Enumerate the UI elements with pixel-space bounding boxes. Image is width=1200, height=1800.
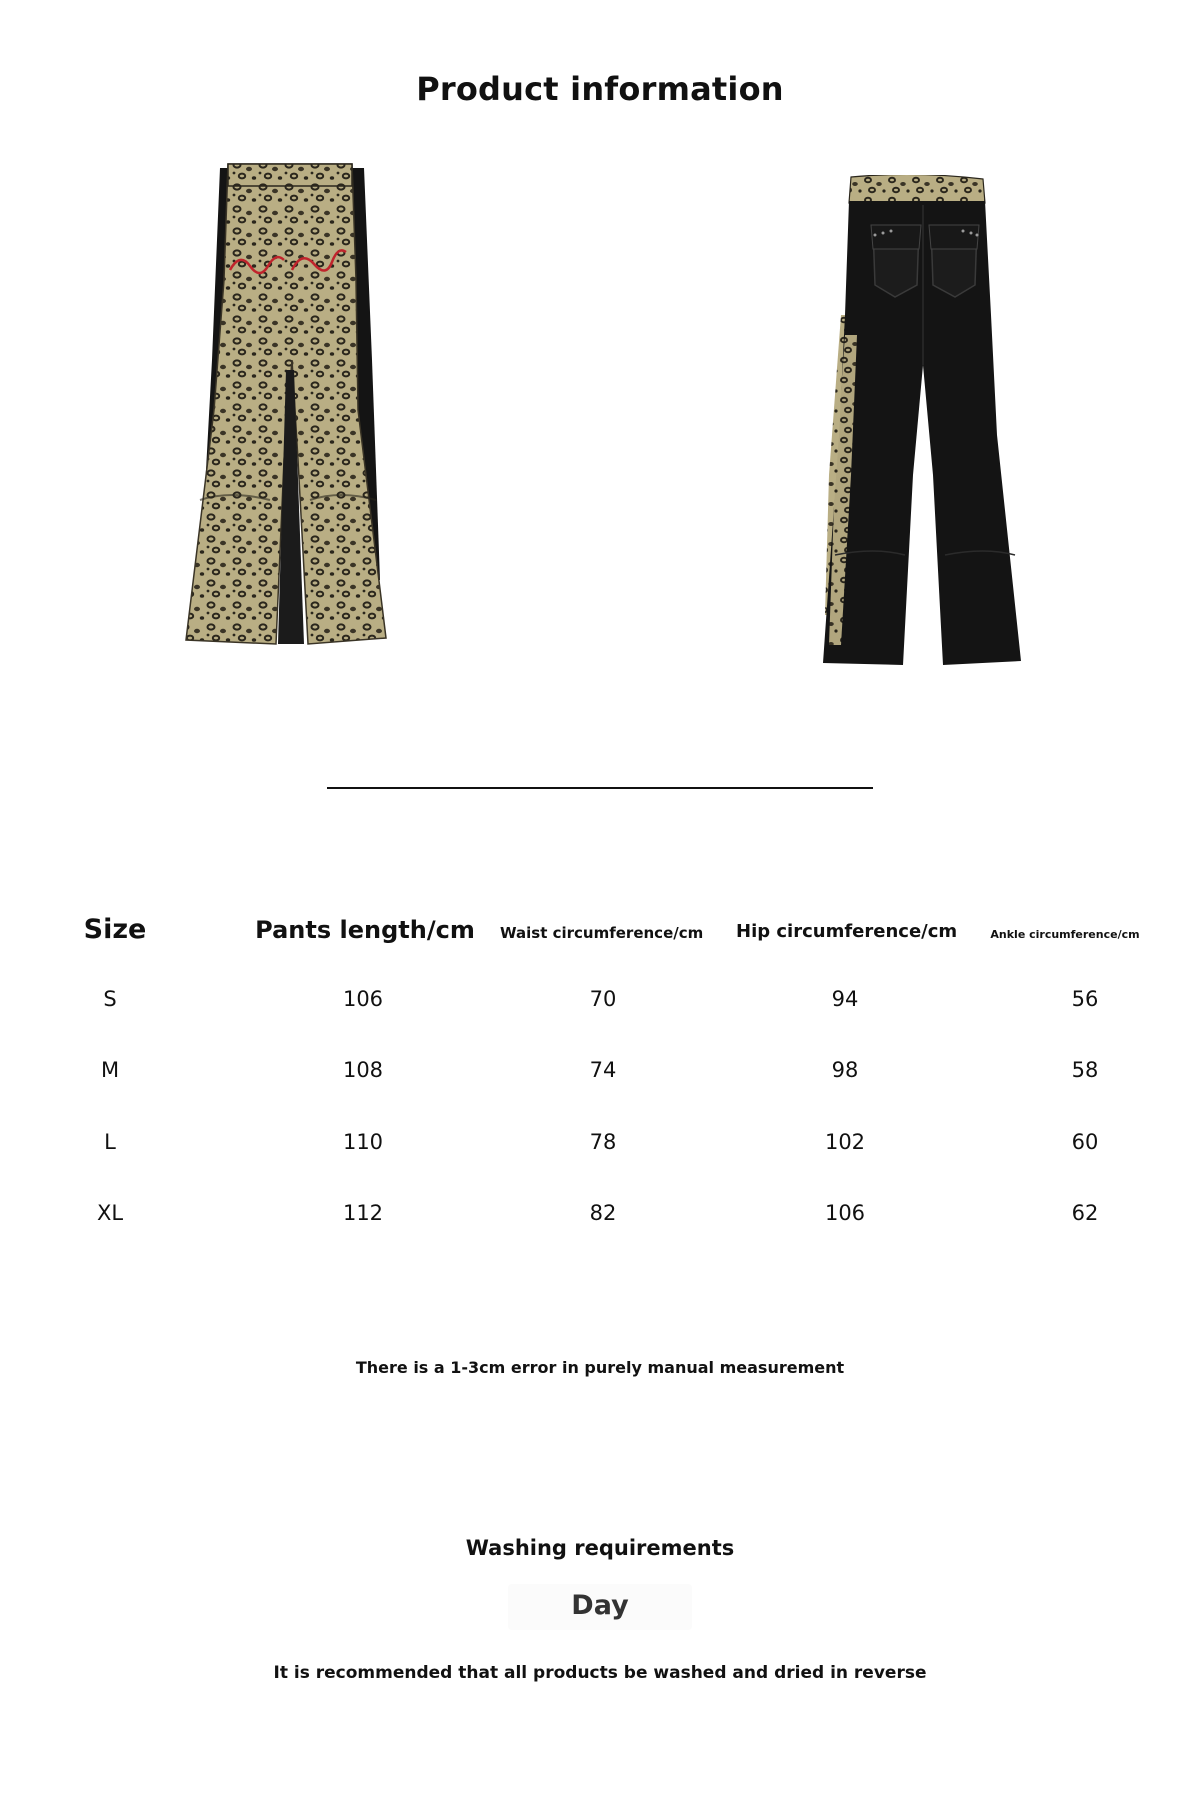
table-cell-hip: 106 bbox=[824, 1201, 866, 1225]
table-cell-pants-length: 110 bbox=[342, 1130, 384, 1154]
table-cell-size: L bbox=[104, 1130, 116, 1154]
product-image-back bbox=[815, 175, 1030, 665]
washing-day-label: Day bbox=[571, 1590, 629, 1621]
table-cell-size: XL bbox=[96, 1201, 124, 1225]
table-cell-hip: 94 bbox=[831, 987, 859, 1011]
table-cell-ankle: 56 bbox=[1071, 987, 1099, 1011]
table-cell-waist: 82 bbox=[589, 1201, 617, 1225]
table-cell-hip: 98 bbox=[831, 1058, 859, 1082]
table-header-pants-length: Pants length/cm bbox=[255, 916, 475, 944]
table-cell-hip: 102 bbox=[824, 1130, 866, 1154]
measurement-note: There is a 1-3cm error in purely manual measurement bbox=[355, 1358, 845, 1377]
table-cell-waist: 74 bbox=[589, 1058, 617, 1082]
table-header-waist: Waist circumference/cm bbox=[500, 924, 704, 942]
table-cell-pants-length: 112 bbox=[342, 1201, 384, 1225]
table-cell-ankle: 60 bbox=[1071, 1130, 1099, 1154]
table-cell-pants-length: 108 bbox=[342, 1058, 384, 1082]
product-image-front bbox=[180, 160, 400, 650]
washing-instructions: It is recommended that all products be washed and dried in reverse bbox=[273, 1663, 927, 1683]
table-cell-ankle: 58 bbox=[1071, 1058, 1099, 1082]
table-header-size: Size bbox=[83, 914, 147, 945]
page-title: Product information bbox=[416, 70, 784, 108]
leopard-print-flare-pants-front-icon bbox=[180, 160, 400, 650]
section-divider bbox=[327, 787, 873, 789]
black-flare-pants-back-icon bbox=[815, 175, 1030, 665]
table-cell-waist: 70 bbox=[589, 987, 617, 1011]
table-cell-ankle: 62 bbox=[1071, 1201, 1099, 1225]
table-cell-pants-length: 106 bbox=[342, 987, 384, 1011]
table-cell-size: M bbox=[100, 1058, 120, 1082]
table-header-hip: Hip circumference/cm bbox=[736, 921, 958, 942]
washing-title: Washing requirements bbox=[465, 1536, 735, 1560]
table-cell-waist: 78 bbox=[589, 1130, 617, 1154]
table-cell-size: S bbox=[103, 987, 117, 1011]
table-header-ankle: Ankle circumference/cm bbox=[990, 928, 1140, 941]
